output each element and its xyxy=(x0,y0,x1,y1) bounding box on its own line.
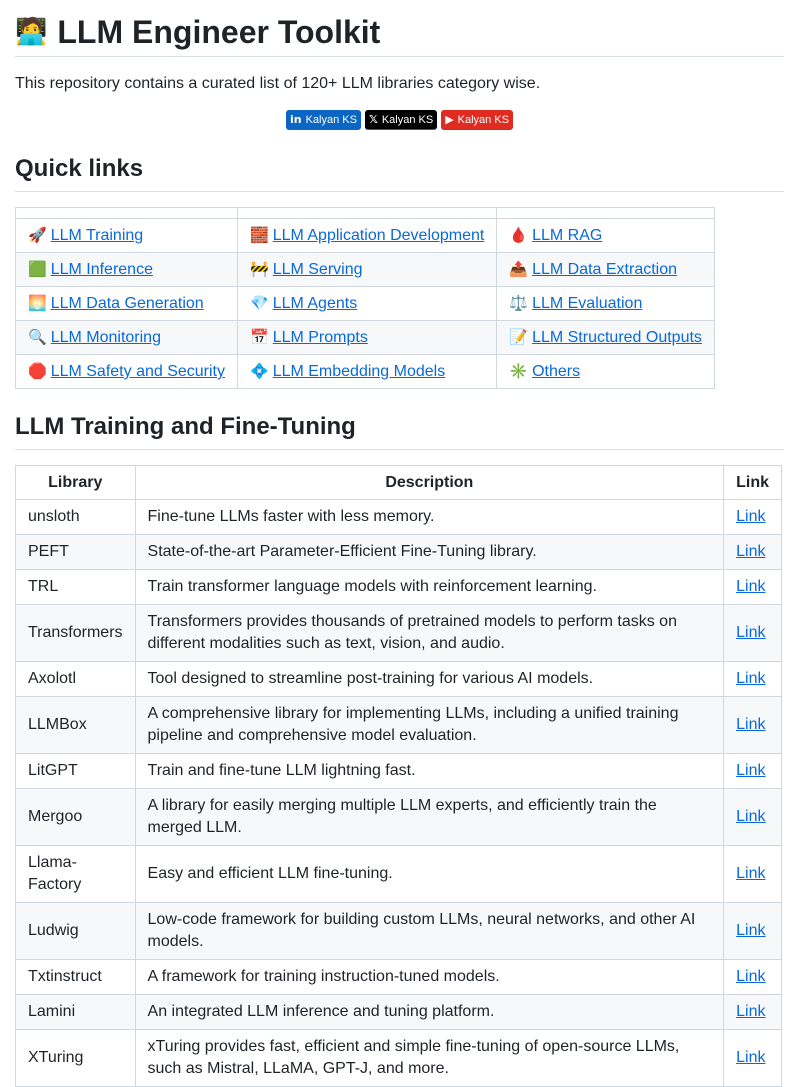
quick-link-llm-embedding-models[interactable] xyxy=(250,363,445,380)
quick-links-row xyxy=(16,321,715,355)
library-name: XTuring xyxy=(16,1030,136,1087)
quick-link-llm-evaluation[interactable] xyxy=(509,295,642,312)
link-cell xyxy=(724,697,782,754)
quick-links-heading: Quick links xyxy=(15,147,784,192)
library-link[interactable]: Link xyxy=(736,716,766,733)
quick-link-cell xyxy=(238,321,497,355)
library-link[interactable]: Link xyxy=(736,922,766,939)
library-description: Low-code framework for building custom LLMs, neural networks, and other AI models. xyxy=(135,903,724,960)
library-description: Easy and efficient LLM fine-tuning. xyxy=(135,846,724,903)
technologist-icon: 🧑‍💻 xyxy=(15,17,48,47)
table-header-row xyxy=(16,208,715,219)
quick-link-cell xyxy=(16,355,238,389)
library-link[interactable]: Link xyxy=(736,624,766,641)
llm-structured-outputs-icon: 📝 xyxy=(509,328,529,346)
quick-link-llm-structured-outputs[interactable] xyxy=(509,329,702,346)
library-link[interactable]: Link xyxy=(736,578,766,595)
llm-data-generation-icon: 🌅 xyxy=(28,294,47,312)
library-link[interactable]: Link xyxy=(736,508,766,525)
table-row xyxy=(16,960,782,995)
link-cell xyxy=(724,1030,782,1087)
library-link[interactable]: Link xyxy=(736,865,766,882)
quick-link-label: LLM Prompts xyxy=(272,329,368,346)
library-name: Lamini xyxy=(16,995,136,1030)
quick-link-cell xyxy=(238,219,497,253)
quick-link-label: LLM Data Generation xyxy=(50,295,204,312)
quick-link-llm-monitoring[interactable] xyxy=(28,329,161,346)
table-row xyxy=(16,1030,782,1087)
column-header-link: Link xyxy=(724,466,782,500)
library-name: Llama-Factory xyxy=(16,846,136,903)
quick-link-label: LLM Safety and Security xyxy=(50,363,225,380)
link-cell xyxy=(724,605,782,662)
library-link[interactable]: Link xyxy=(736,543,766,560)
badge-label: Kalyan KS xyxy=(305,113,357,126)
column-header-library: Library xyxy=(16,466,136,500)
quick-link-llm-data-generation[interactable] xyxy=(28,295,204,312)
quick-links-row xyxy=(16,355,715,389)
linkedin-icon: in xyxy=(289,113,302,126)
quick-link-llm-training[interactable] xyxy=(28,227,143,244)
others-icon: ✳️ xyxy=(509,362,529,380)
quick-link-label: Others xyxy=(532,363,581,380)
quick-link-label: LLM Serving xyxy=(272,261,363,278)
library-description: xTuring provides fast, efficient and simple fine-tuning of open-source LLMs, such as Mistral, LLaMA, GPT-J, and more. xyxy=(135,1030,724,1087)
llm-rag-icon: 🩸 xyxy=(509,226,529,244)
quick-link-cell xyxy=(16,219,238,253)
table-row xyxy=(16,995,782,1030)
page-title xyxy=(15,0,784,57)
llm-prompts-icon: 📅 xyxy=(250,328,269,346)
quick-link-llm-safety-and-security[interactable] xyxy=(28,363,225,380)
quick-links-table xyxy=(15,207,715,389)
table-row xyxy=(16,789,782,846)
quick-link-llm-data-extraction[interactable] xyxy=(509,261,677,278)
library-name: Mergoo xyxy=(16,789,136,846)
library-description: State-of-the-art Parameter-Efficient Fine-Tuning library. xyxy=(135,535,724,570)
quick-link-llm-prompts[interactable] xyxy=(250,329,368,346)
quick-link-label: LLM Inference xyxy=(50,261,153,278)
llm-monitoring-icon: 🔍 xyxy=(28,328,47,346)
link-cell xyxy=(724,846,782,903)
link-cell xyxy=(724,570,782,605)
library-description: Tool designed to streamline post-training for various AI models. xyxy=(135,662,724,697)
quick-link-label: LLM Agents xyxy=(272,295,358,312)
quick-links-row xyxy=(16,253,715,287)
library-description: Transformers provides thousands of pretrained models to perform tasks on different modalities such as text, vision, and audio. xyxy=(135,605,724,662)
table-row xyxy=(16,570,782,605)
library-description: A library for easily merging multiple LLM experts, and efficiently train the merged LLM. xyxy=(135,789,724,846)
link-cell xyxy=(724,500,782,535)
quick-link-llm-inference[interactable] xyxy=(28,261,153,278)
quick-link-cell xyxy=(497,287,715,321)
x-icon: 𝕏 xyxy=(368,113,378,126)
quick-link-cell xyxy=(238,287,497,321)
table-row xyxy=(16,662,782,697)
column-header-description: Description xyxy=(135,466,724,500)
quick-link-llm-rag[interactable] xyxy=(509,227,602,244)
llm-agents-icon: 💎 xyxy=(250,294,269,312)
training-heading: LLM Training and Fine-Tuning xyxy=(15,405,784,450)
quick-link-label: LLM Monitoring xyxy=(50,329,161,346)
link-cell xyxy=(724,662,782,697)
quick-link-others[interactable] xyxy=(509,363,580,380)
training-table xyxy=(15,465,782,1087)
linkedin-badge[interactable] xyxy=(286,110,361,130)
badge-label: Kalyan KS xyxy=(381,113,434,126)
llm-data-extraction-icon: 📤 xyxy=(509,260,529,278)
table-row xyxy=(16,754,782,789)
link-cell xyxy=(724,960,782,995)
library-name: LLMBox xyxy=(16,697,136,754)
link-cell xyxy=(724,995,782,1030)
library-name: PEFT xyxy=(16,535,136,570)
library-link[interactable]: Link xyxy=(736,1049,766,1066)
quick-link-label: LLM Application Development xyxy=(272,227,485,244)
library-name: LitGPT xyxy=(16,754,136,789)
intro-text: This repository contains a curated list of 120+ LLM libraries category wise. xyxy=(15,75,541,92)
quick-links-row xyxy=(16,287,715,321)
llm-evaluation-icon: ⚖️ xyxy=(509,294,529,312)
quick-link-cell xyxy=(238,355,497,389)
table-row xyxy=(16,605,782,662)
library-link[interactable]: Link xyxy=(736,762,766,779)
youtube-icon: ▶ xyxy=(445,113,454,126)
library-name: Txtinstruct xyxy=(16,960,136,995)
quick-link-cell xyxy=(238,253,497,287)
table-row xyxy=(16,697,782,754)
x-badge[interactable] xyxy=(365,110,437,130)
library-link[interactable]: Link xyxy=(736,670,766,687)
quick-link-label: LLM Embedding Models xyxy=(272,363,446,380)
table-row xyxy=(16,903,782,960)
llm-application-development-icon: 🧱 xyxy=(250,226,269,244)
library-description: Fine-tune LLMs faster with less memory. xyxy=(135,500,724,535)
quick-link-cell xyxy=(16,287,238,321)
youtube-badge[interactable] xyxy=(441,110,513,130)
library-description: A framework for training instruction-tuned models. xyxy=(135,960,724,995)
link-cell xyxy=(724,535,782,570)
quick-link-cell xyxy=(497,321,715,355)
page-title-text: LLM Engineer Toolkit xyxy=(57,13,381,50)
link-cell xyxy=(724,903,782,960)
quick-link-label: LLM Structured Outputs xyxy=(532,329,702,346)
quick-link-cell xyxy=(16,253,238,287)
quick-link-cell xyxy=(16,321,238,355)
table-header-row xyxy=(16,466,782,500)
library-link[interactable]: Link xyxy=(736,808,766,825)
quick-link-cell xyxy=(497,355,715,389)
quick-link-label: LLM RAG xyxy=(532,227,603,244)
table-row xyxy=(16,846,782,903)
library-description: A comprehensive library for implementing LLMs, including a unified training pipeline and comprehensive model evaluation. xyxy=(135,697,724,754)
quick-link-label: LLM Data Extraction xyxy=(532,261,678,278)
library-link[interactable]: Link xyxy=(736,1003,766,1020)
quick-link-cell xyxy=(497,253,715,287)
library-name: Ludwig xyxy=(16,903,136,960)
library-link[interactable]: Link xyxy=(736,968,766,985)
quick-link-label: LLM Training xyxy=(50,227,144,244)
llm-embedding-models-icon: 💠 xyxy=(250,362,269,380)
llm-safety-and-security-icon: 🛑 xyxy=(28,362,47,380)
table-row xyxy=(16,500,782,535)
quick-link-llm-agents[interactable] xyxy=(250,295,357,312)
library-name: Transformers xyxy=(16,605,136,662)
quick-link-cell xyxy=(497,219,715,253)
llm-serving-icon: 🚧 xyxy=(250,260,269,278)
badge-label: Kalyan KS xyxy=(457,113,510,126)
quick-link-llm-application-development[interactable] xyxy=(250,227,484,244)
library-description: Train transformer language models with reinforcement learning. xyxy=(135,570,724,605)
library-description: An integrated LLM inference and tuning platform. xyxy=(135,995,724,1030)
library-description: Train and fine-tune LLM lightning fast. xyxy=(135,754,724,789)
quick-link-label: LLM Evaluation xyxy=(532,295,643,312)
library-name: unsloth xyxy=(16,500,136,535)
library-name: TRL xyxy=(16,570,136,605)
table-row xyxy=(16,535,782,570)
link-cell xyxy=(724,754,782,789)
quick-link-llm-serving[interactable] xyxy=(250,261,363,278)
quick-links-row xyxy=(16,219,715,253)
library-name: Axolotl xyxy=(16,662,136,697)
link-cell xyxy=(724,789,782,846)
social-badges xyxy=(15,110,784,130)
llm-inference-icon: 🟩 xyxy=(28,260,47,278)
llm-training-icon: 🚀 xyxy=(28,226,47,244)
